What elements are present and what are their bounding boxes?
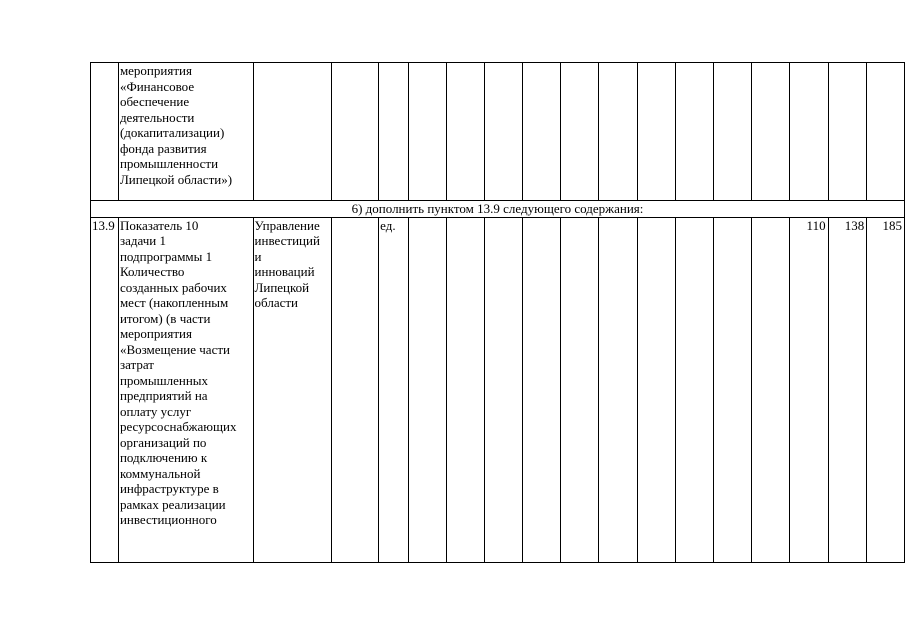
indicator-cell: Показатель 10 задачи 1 подпрограммы 1 Количество созданных рабочих мест (накопленным итогом) (в части мероприятия «Возмещение части затрат промышленных предприятий на оплату услуг ресурсоснабжающих организаций по подключению к коммунальной инфраструктуре в рамках реализации инвестиционного: [118, 217, 253, 562]
table-cell: [485, 63, 523, 201]
table-cell: [408, 63, 446, 201]
table-cell: [675, 63, 713, 201]
table-cell: [446, 63, 484, 201]
table-cell: [675, 217, 713, 562]
amendment-note: 6) дополнить пунктом 13.9 следующего содержания:: [91, 201, 905, 218]
table-cell: [91, 63, 119, 201]
table-cell: [408, 217, 446, 562]
table-cell: [523, 217, 561, 562]
table-cell: [599, 217, 637, 562]
table-cell: [561, 63, 599, 201]
table-cell: [599, 63, 637, 201]
table-cell: [789, 63, 828, 201]
indicator-cell: мероприятия «Финансовое обеспечение деятельности (докапитализации) фонда развития промышленности Липецкой области»): [118, 63, 253, 201]
value-cell: 110: [789, 217, 828, 562]
table-row: [91, 217, 905, 562]
row-number: 13.9: [91, 217, 119, 562]
table-cell: [485, 217, 523, 562]
table-cell: [828, 63, 867, 201]
table-cell: [867, 63, 905, 201]
table-cell: [637, 217, 675, 562]
table-cell: [253, 63, 332, 201]
table-row: [91, 63, 905, 201]
table-cell: [751, 63, 789, 201]
amendment-note-row: [91, 201, 905, 218]
table-cell: [523, 63, 561, 201]
table-cell: [379, 63, 409, 201]
value-cell: 185: [867, 217, 905, 562]
table-cell: [713, 217, 751, 562]
table-cell: [446, 217, 484, 562]
table-cell: [561, 217, 599, 562]
table-cell: [637, 63, 675, 201]
value-cell: 138: [828, 217, 867, 562]
table-cell: [713, 63, 751, 201]
program-table: [90, 62, 905, 563]
table-cell: [751, 217, 789, 562]
table-cell: [332, 217, 379, 562]
table-cell: [332, 63, 379, 201]
unit-cell: ед.: [379, 217, 409, 562]
responsible-cell: Управление инвестиций и инноваций Липецкой области: [253, 217, 332, 562]
